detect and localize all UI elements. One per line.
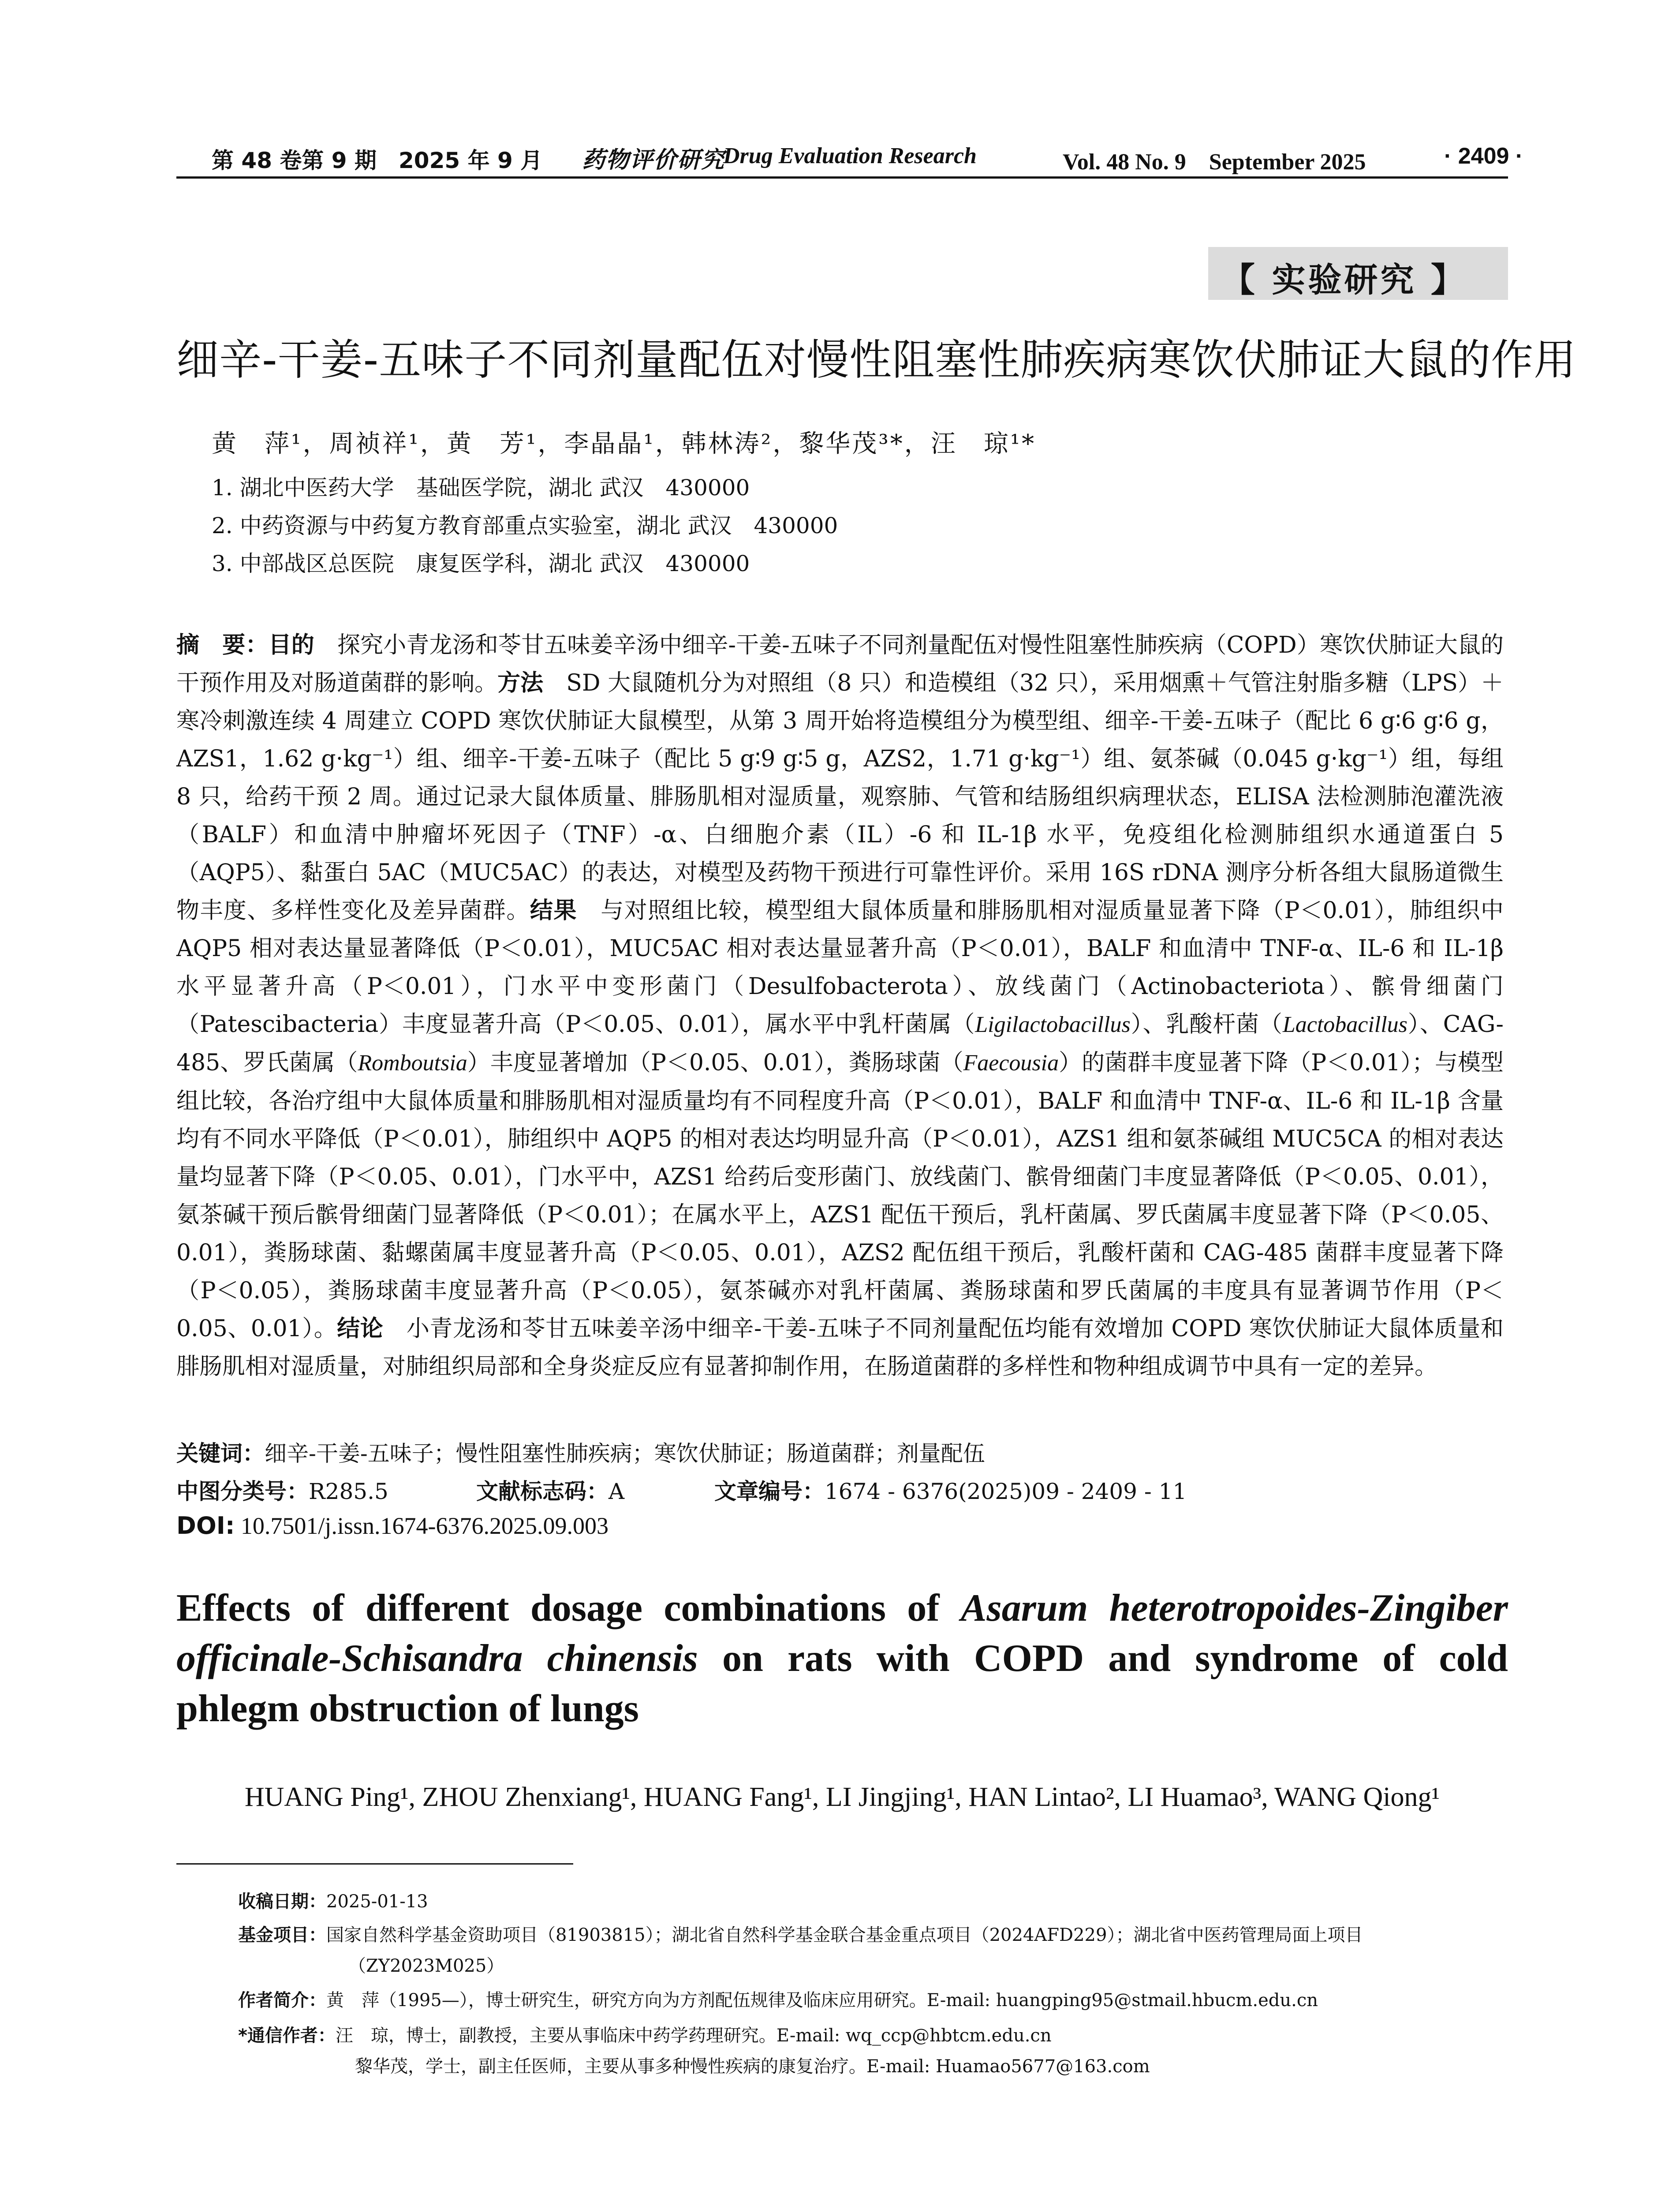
author-bio	[238, 1986, 1318, 2011]
abstract-label: 摘 要：	[176, 632, 269, 658]
methods-label: 方法	[497, 670, 544, 696]
conclusion-label: 结论	[337, 1316, 384, 1342]
results-text-5: ）的菌群丰度显著下降（P＜0.01）；与模型组比较，各治疗组中大鼠体质量和腓肠肌相对湿质量均有不同程度升高（P＜0.01），BALF 和血清中 TNF-α、IL-6 和 IL-1β 含量均有不同水平降低（P＜0.01），肺组织中 AQP5 的相对表达均明显升高（P＜0.01），AZS1 组和氨茶碱组 MUC5CA 的相对表达量均显著下降（P＜0.05、0.01），门水平中，AZS1 给药后变形菌门、放线菌门、髌骨细菌门丰度显著降低（P＜0.05、0.01），氨茶碱干预后髌骨细菌门显著降低（P＜0.01）；在属水平上，AZS1 配伍干预后，乳杆菌属、罗氏菌属丰度显著下降（P＜0.05、0.01），粪肠球菌、黏螺菌属丰度显著升高（P＜0.05、0.01），AZS2 配伍组干预后，乳酸杆菌和 CAG-485 菌群丰度显著下降（P＜0.05），粪肠球菌丰度显著升高（P＜0.05），氨茶碱亦对乳杆菌属、粪肠球菌和罗氏菌属的丰度具有显著调节作用（P＜0.05、0.01）。	[176, 1050, 1504, 1342]
article-number	[714, 1474, 1187, 1506]
title-en-part2: on rats with COPD and syndrome of cold phlegm obstruction of lungs	[176, 1637, 1508, 1730]
authors-en: HUANG Ping¹, ZHOU Zhenxiang¹, HUANG Fang¹, LI Jingjing¹, HAN Lintao², LI Huamao³, WANG Qiong¹	[244, 1782, 1440, 1812]
footnote-rule	[176, 1863, 573, 1865]
corr-label: *通信作者：	[238, 2026, 336, 2046]
title-cn: 细辛-干姜-五味子不同剂量配伍对慢性阻塞性肺疾病寒饮伏肺证大鼠的作用	[176, 335, 1577, 385]
keywords	[176, 1436, 985, 1468]
received-value: 2025-01-13	[326, 1891, 428, 1912]
doi-value: 10.7501/j.issn.1674-6376.2025.09.003	[235, 1513, 609, 1539]
conclusion-text: 小青龙汤和苓甘五味姜辛汤中细辛-干姜-五味子不同剂量配伍均能有效增加 COPD 寒饮伏肺证大鼠体质量和腓肠肌相对湿质量，对肺组织局部和全身炎症反应有显著抑制作用，在肠道菌群的多样性和物种组成调节中具有一定的差异。	[176, 1316, 1504, 1380]
art-label: 文章编号：	[714, 1479, 825, 1504]
title-en-part1: Effects of different dosage combinations of	[176, 1587, 961, 1629]
journal-logo: 药物评价研究	[582, 146, 725, 173]
fund-continued: （ZY2023M025）	[348, 1956, 504, 1976]
abstract	[176, 626, 1504, 1386]
page-number: · 2409 ·	[1444, 143, 1523, 169]
genus-2: Lactobacillus	[1282, 1012, 1407, 1037]
section-banner-label: 【 实验研究 】	[1221, 260, 1467, 299]
corr1-value: 汪 琼，博士，副教授，主要从事临床中药学药理研究。E-mail: wq_ccp@hbtcm.edu.cn	[335, 2026, 1052, 2046]
received-label: 收稿日期：	[238, 1891, 326, 1912]
art-value: 1674 - 6376(2025)09 - 2409 - 11	[825, 1479, 1187, 1504]
results-text-1: 与对照组比较，模型组大鼠体质量和腓肠肌相对湿质量显著下降（P＜0.01），肺组织中 AQP5 相对表达量显著降低（P＜0.01），MUC5AC 相对表达量显著升高（P＜0.01），BALF 和血清中 TNF-α、IL-6 和 IL-1β 水平显著升高（P＜0.01），门水平中变形菌门（Desulfobacterota）、放线菌门（Actinobacteriota）、髌骨细菌门（Patescibacteria）丰度显著升高（P＜0.05、0.01），属水平中乳杆菌属（	[176, 897, 1504, 1038]
keywords-label: 关键词：	[176, 1441, 265, 1466]
affiliation-3: 3. 中部战区总医院 康复医学科，湖北 武汉 430000	[212, 551, 750, 576]
doi	[176, 1512, 609, 1540]
received-date	[238, 1887, 428, 1913]
purpose-text: 探究小青龙汤和苓甘五味姜辛汤中细辛-干姜-五味子不同剂量配伍对慢性阻塞性肺疾病（COPD）寒饮伏肺证大鼠的干预作用及对肠道菌群的影响。	[176, 632, 1504, 696]
author-label: 作者简介：	[238, 1990, 326, 2011]
results-text-4: ）丰度显著增加（P＜0.05、0.01），粪肠球菌（	[467, 1050, 963, 1076]
clc-label: 中图分类号：	[176, 1479, 309, 1504]
title-en-species: Asarum heterotropoides-Zingiber officinale-Schisandra chinensis	[176, 1587, 1508, 1680]
classification	[176, 1474, 1187, 1506]
genus-3: Romboutsia	[358, 1050, 467, 1076]
title-en	[176, 1583, 1508, 1734]
section-banner	[1208, 247, 1508, 300]
doi-label: DOI:	[176, 1512, 235, 1540]
methods-text: SD 大鼠随机分为对照组（8 只）和造模组（32 只），采用烟熏＋气管注射脂多糖（LPS）＋寒冷刺激连续 4 周建立 COPD 寒饮伏肺证大鼠模型，从第 3 周开始将造模组分为模型组、细辛-干姜-五味子（配比 6 g∶6 g∶6 g，AZS1，1.62 g·kg⁻¹）组、细辛-干姜-五味子（配比 5 g∶9 g∶5 g，AZS2，1.71 g·kg⁻¹）组、氨茶碱（0.045 g·kg⁻¹）组，每组 8 只，给药干预 2 周。通过记录大鼠体质量、腓肠肌相对湿质量，观察肺、气管和结肠组织病理状态，ELISA 法检测肺泡灌洗液（BALF）和血清中肿瘤坏死因子（TNF）-α、白细胞介素（IL）-6 和 IL-1β 水平，免疫组化检测肺组织水通道蛋白 5（AQP5）、黏蛋白 5AC（MUC5AC）的表达，对模型及药物干预进行可靠性评价。采用 16S rDNA 测序分析各组大鼠肠道微生物丰度、多样性变化及差异菌群。	[176, 670, 1504, 924]
results-text-2: ）、乳酸杆菌（	[1130, 1011, 1283, 1038]
corresponding-author-2: 黎华茂，学士，副主任医师，主要从事多种慢性疾病的康复治疗。E-mail: Huamao5677@163.com	[355, 2056, 1150, 2077]
purpose-label: 目的	[268, 632, 314, 658]
volume-en: Vol. 48 No. 9 September 2025	[1063, 149, 1366, 175]
volume-cn: 第 48 卷第 9 期 2025 年 9 月	[212, 148, 543, 173]
genus-1: Ligilactobacillus	[975, 1012, 1131, 1037]
header-rule	[176, 176, 1508, 179]
results-label: 结果	[530, 897, 577, 924]
fund	[238, 1921, 1363, 1946]
clc	[176, 1479, 388, 1504]
results-text-3: ）、CAG-485、罗氏菌属（	[176, 1011, 1504, 1076]
affiliation-1: 1. 湖北中医药大学 基础医学院，湖北 武汉 430000	[212, 475, 750, 501]
doc-code	[476, 1474, 624, 1506]
affiliation-2: 2. 中药资源与中药复方教育部重点实验室，湖北 武汉 430000	[212, 513, 838, 538]
keywords-text: 细辛-干姜-五味子；慢性阻塞性肺疾病；寒饮伏肺证；肠道菌群；剂量配伍	[265, 1441, 985, 1466]
clc-value: R285.5	[309, 1479, 388, 1504]
doc-label: 文献标志码：	[476, 1479, 609, 1504]
corresponding-author-1	[238, 2022, 1052, 2047]
running-header	[176, 140, 1523, 180]
doc-value: A	[609, 1479, 625, 1504]
authors-cn: 黄 萍¹，周祯祥¹，黄 芳¹，李晶晶¹，韩林涛²，黎华茂³*，汪 琼¹*	[212, 430, 1036, 458]
fund-label: 基金项目：	[238, 1925, 326, 1945]
journal-name: Drug Evaluation Research	[723, 143, 977, 168]
fund-value: 国家自然科学基金资助项目（81903815）；湖北省自然科学基金联合基金重点项目（2024AFD229）；湖北省中医药管理局面上项目	[326, 1925, 1363, 1945]
genus-4: Faecousia	[963, 1050, 1059, 1076]
author-value: 黄 萍（1995—），博士研究生，研究方向为方剂配伍规律及临床应用研究。E-mail: huangping95@stmail.hbucm.edu.cn	[326, 1990, 1318, 2011]
